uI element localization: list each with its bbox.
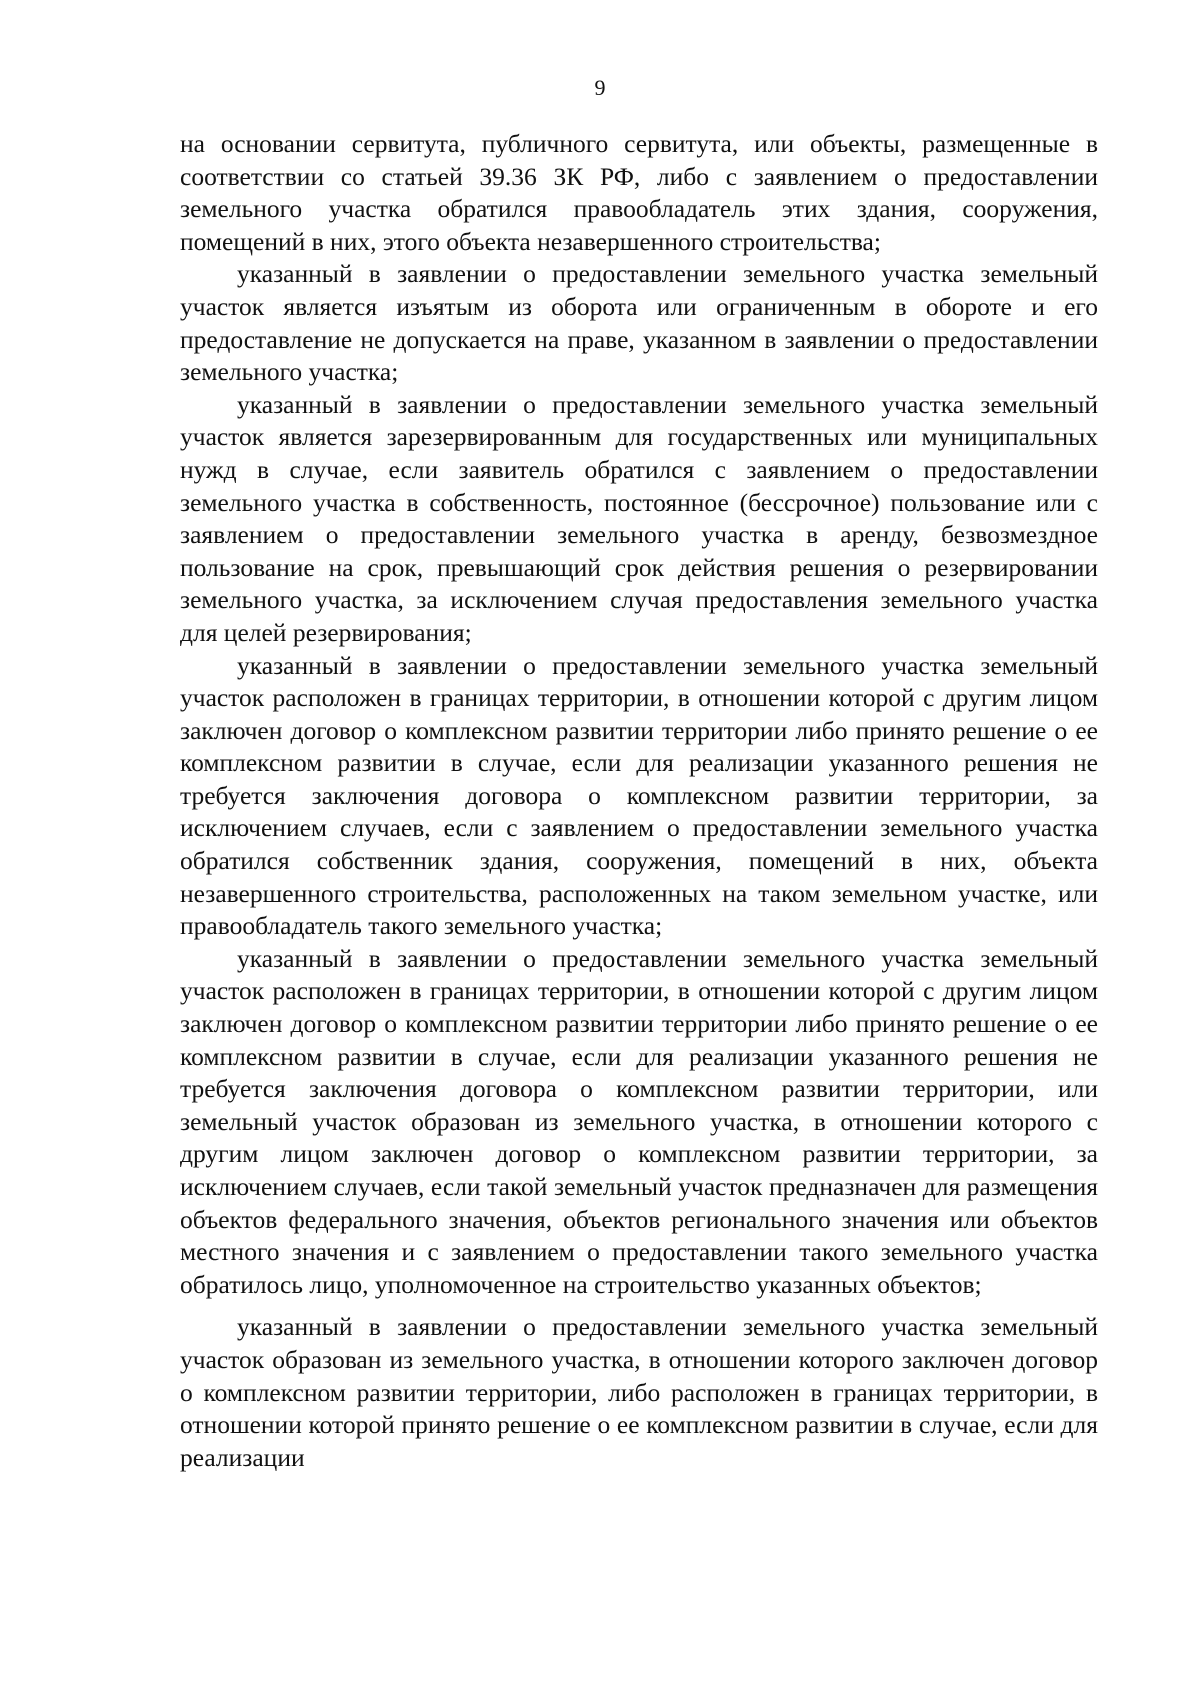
document-body (180, 128, 1098, 1474)
paragraph-servitude-continuation: на основании сервитута, публичного сервитута, или объекты, размещенные в соответствии со статьей 39.36 ЗК РФ, либо с заявлением о предоставлении земельного участка обратился правообладатель этих здания, сооружения, помещений в них, этого объекта незавершенного строительства; (180, 129, 1098, 256)
paragraph-formed-from-plot: указанный в заявлении о предоставлении земельного участка земельный участок образован из земельного участка, в отношении которого заключен договор о комплексном развитии территории, либо расположен в границах территории, в отношении которой принято решение о ее комплексном развитии в случае, если для реализации (180, 1312, 1098, 1472)
page-number: 9 (594, 75, 606, 100)
paragraph-complex-development-contract: указанный в заявлении о предоставлении земельного участка земельный участок расположен в границах территории, в отношении которой с другим лицом заключен договор о комплексном развитии территории либо принято решение о ее комплексном развитии в случае, если для реализации указанного решения не требуется заключения договора о комплексном развитии территории, или земельный участок образован из земельного участка, в отношении которого с другим лицом заключен договор о комплексном развитии территории, за исключением случаев, если такой земельный участок предназначен для размещения объектов федерального значения, объектов регионального значения или объектов местного значения и с заявлением о предоставлении такого земельного участка обратилось лицо, уполномоченное на строительство указанных объектов; (180, 943, 1098, 1299)
paragraph-complex-development-territory: указанный в заявлении о предоставлении земельного участка земельный участок расположен в границах территории, в отношении которой с другим лицом заключен договор о комплексном развитии территории либо принято решение о ее комплексном развитии в случае, если для реализации указанного решения не требуется заключения договора о комплексном развитии территории, за исключением случаев, если с заявлением о предоставлении земельного участка обратился собственник здания, сооружения, помещений в них, объекта незавершенного строительства, расположенных на таком земельном участке, или правообладатель такого земельного участка; (180, 650, 1098, 941)
paragraph-withdrawn-from-circulation: указанный в заявлении о предоставлении земельного участка земельный участок является изъятым из оборота или ограниченным в обороте и его предоставление не допускается на праве, указанном в заявлении о предоставлении земельного участка; (180, 259, 1098, 387)
paragraph-reserved-land: указанный в заявлении о предоставлении земельного участка земельный участок является зарезервированным для государственных или муниципальных нужд в случае, если заявитель обратился с заявлением о предоставлении земельного участка в собственность, постоянное (бессрочное) пользование или с заявлением о предоставлении земельного участка в аренду, безвозмездное пользование на срок, превышающий срок действия решения о резервировании земельного участка, за исключением случая предоставления земельного участка для целей резервирования; (180, 389, 1098, 647)
